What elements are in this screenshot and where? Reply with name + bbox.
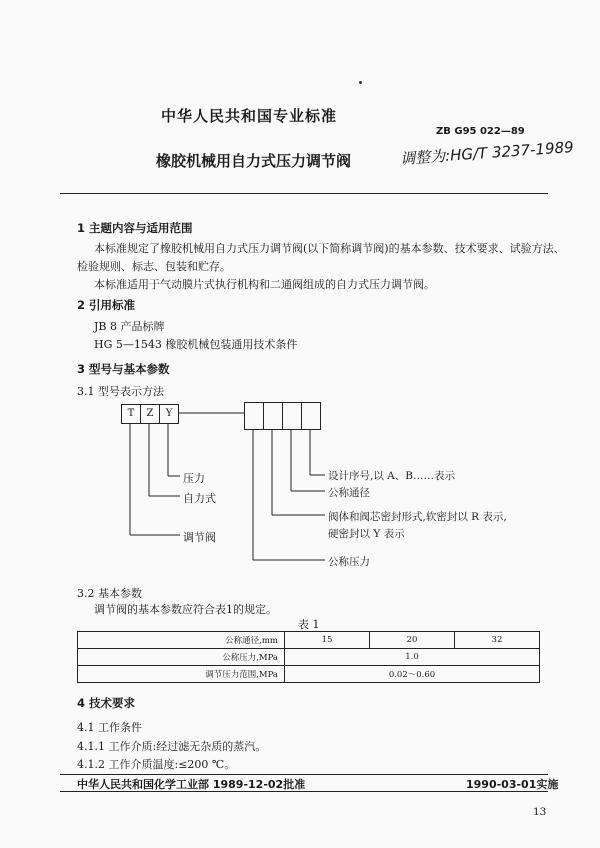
handwritten-note: 调整为:HG/T 3237-1989 [399,137,575,169]
footer-rule-top [60,774,548,775]
table-cell: 0.02～0.60 [285,666,540,683]
org-title: 中华人民共和国专业标准 [161,107,338,125]
page-number: 13 [533,806,547,818]
section-2-heading: 2 引用标准 [77,298,136,312]
reference-jb8: JB 8 产品标牌 [94,320,165,333]
label-nominal-pressure: 公称压力 [328,556,370,568]
section-4-1-1: 4.1.1 工作介质:经过滤无杂质的蒸汽。 [77,740,267,753]
section-3-1-heading: 3.1 型号表示方法 [77,385,164,398]
label-pressure: 压力 [183,472,205,485]
table-cell-label: 公称压力,MPa [78,649,285,666]
table-cell: 20 [369,632,454,649]
table-cell: 15 [285,632,370,649]
section-3-2-text: 调节阀的基本参数应符合表1的规定。 [94,603,277,616]
label-seal-type-line-2: 硬密封以 Y 表示 [328,528,405,540]
section-3-heading: 3 型号与基本参数 [77,362,170,376]
document-title: 橡胶机械用自力式压力调节阀 [156,152,352,170]
label-regulating-valve: 调节阀 [183,531,216,544]
parameter-table [77,631,540,683]
section-1-paragraph-2: 本标准适用于气动膜片式执行机构和二通阀组成的自力式压力调节阀。 [94,278,435,291]
standard-number: ZB G95 022—89 [436,126,525,137]
section-3-2-heading: 3.2 基本参数 [77,587,142,600]
section-1-paragraph-1-line-1: 本标准规定了橡胶机械用自力式压力调节阀(以下简称调节阀)的基本参数、技术要求、试验方法、 [94,242,565,255]
section-4-heading: 4 技术要求 [77,696,136,710]
table-cell: 32 [454,632,539,649]
section-1-heading: 1 主题内容与适用范围 [77,221,193,235]
approval-line: 中华人民共和国化学工业部 1989-12-02批准 [77,778,306,791]
code-box-t: T [121,404,141,424]
table-row [78,666,540,683]
code-box-z: Z [140,404,160,424]
table-cell-label: 公称通径,mm [78,632,285,649]
table-cell: 1.0 [285,649,540,666]
reference-hg5: HG 5—1543 橡胶机械包装通用技术条件 [94,338,298,351]
section-4-1-heading: 4.1 工作条件 [77,721,142,734]
table-caption: 表 1 [298,618,320,631]
table-row [78,649,540,666]
table-row [78,632,540,649]
code-box-y: Y [159,404,179,424]
label-nominal-diameter: 公称通径 [328,487,370,499]
footer-rule-bottom [60,791,548,792]
label-seal-type-line-1: 阀体和阀芯密封形式,软密封以 R 表示, [328,511,507,523]
label-design-serial: 设计序号,以 A、B……表示 [328,470,455,482]
label-self-operated: 自力式 [183,492,216,505]
effective-date: 1990-03-01实施 [466,778,559,791]
section-1-paragraph-1-line-2: 检验规则、标志、包装和贮存。 [77,260,231,273]
section-4-1-2: 4.1.2 工作介质温度:≤200 ℃。 [77,758,236,771]
table-cell-label: 调节压力范围,MPa [78,666,285,683]
